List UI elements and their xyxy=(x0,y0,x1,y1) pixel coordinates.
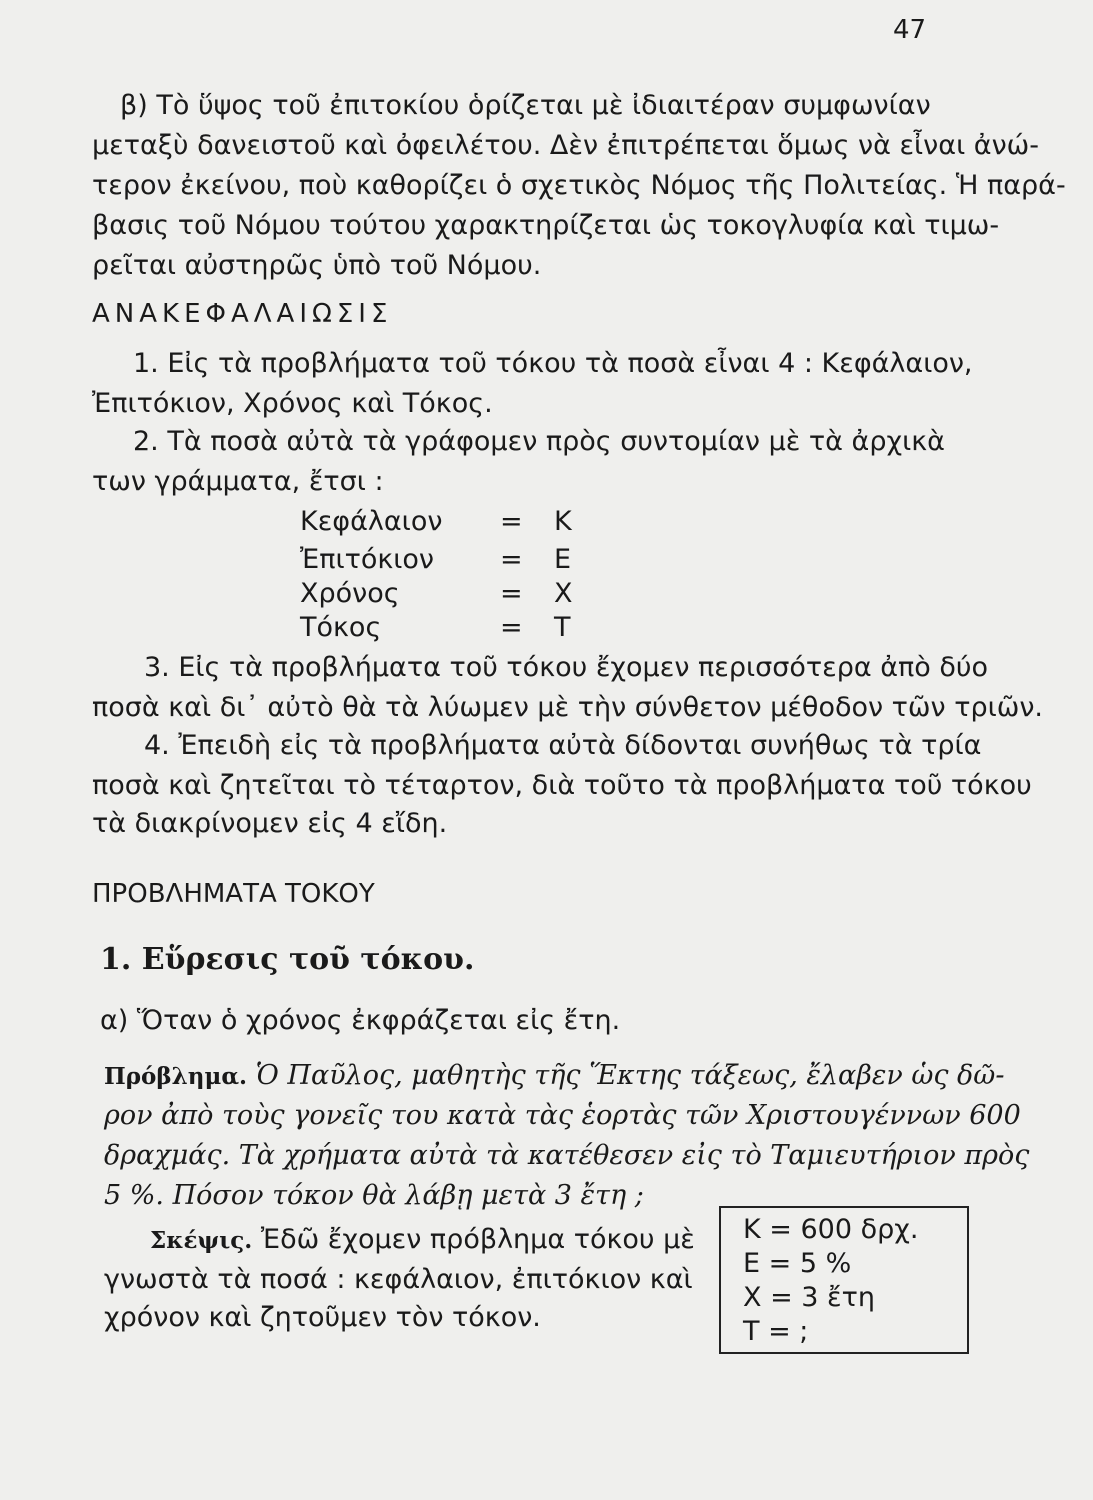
problem-line: δραχμάς. Τὰ χρήματα αὐτὰ τὰ κατέθεσεν εἰς τὸ Ταμιευτήριον πρὸς xyxy=(104,1140,1030,1171)
summary-item-4-line: τὰ διακρίνομεν εἰς 4 εἴδη. xyxy=(92,808,448,839)
thinking-line: χρόνον καὶ ζητοῦμεν τὸν τόκον. xyxy=(104,1302,541,1333)
summary-item-4-line: ποσὰ καὶ ζητεῖται τὸ τέταρτον, διὰ τοῦτο τὰ προβλήματα τοῦ τόκου xyxy=(92,770,1032,801)
definition-equals: = xyxy=(500,578,523,609)
problem-line: 5 %. Πόσον τόκον θὰ λάβῃ μετὰ 3 ἔτη ; xyxy=(104,1180,644,1211)
paragraph-b-line: βασις τοῦ Νόμου τούτου χαρακτηρίζεται ὡς τοκογλυφία καὶ τιμω- xyxy=(92,210,1000,241)
paragraph-b-line: μεταξὺ δανειστοῦ καὶ ὀφειλέτου. Δὲν ἐπιτρέπεται ὅμως νὰ εἶναι ἀνώ- xyxy=(92,130,1040,161)
given-capital: Κ = 600 δρχ. xyxy=(743,1214,919,1245)
definition-symbol: Τ xyxy=(554,612,571,643)
definition-equals: = xyxy=(500,506,523,537)
definition-equals: = xyxy=(500,544,523,575)
definition-name: Ἐπιτόκιον xyxy=(300,544,435,575)
definition-symbol: Χ xyxy=(554,578,573,609)
problem-line: ρον ἀπὸ τοὺς γονεῖς του κατὰ τὰς ἑορτὰς τῶν Χριστουγέννων 600 xyxy=(104,1100,1021,1131)
problem-line xyxy=(104,1060,1004,1093)
thinking-label: Σκέψις. xyxy=(150,1227,253,1254)
problem-text: Ὁ Παῦλος, μαθητὴς τῆς Ἕκτης τάξεως, ἔλαβεν ὡς δῶ- xyxy=(255,1060,1005,1091)
given-interest: Τ = ; xyxy=(743,1316,809,1347)
problems-heading: ΠΡΟΒΛΗΜΑΤΑ ΤΟΚΟΥ xyxy=(92,879,375,909)
definition-name: Χρόνος xyxy=(300,578,400,609)
definition-name: Τόκος xyxy=(300,612,382,643)
paragraph-b-line: τερον ἐκείνου, ποὺ καθορίζει ὁ σχετικὸς Νόμος τῆς Πολιτείας. Ἡ παρά- xyxy=(92,170,1066,201)
summary-item-1-line: Ἐπιτόκιον, Χρόνος καὶ Τόκος. xyxy=(92,388,493,419)
given-time: Χ = 3 ἔτη xyxy=(743,1282,876,1313)
summary-item-2-line: των γράμματα, ἔτσι : xyxy=(92,466,384,497)
section-title: 1. Εὕρεσις τοῦ τόκου. xyxy=(100,942,475,977)
thinking-text: Ἐδῶ ἔχομεν πρόβλημα τόκου μὲ xyxy=(260,1224,695,1255)
summary-item-2-line: 2. Τὰ ποσὰ αὐτὰ τὰ γράφομεν πρὸς συντομίαν μὲ τὰ ἀρχικὰ xyxy=(133,426,945,457)
given-rate: Ε = 5 % xyxy=(743,1248,852,1279)
problem-label: Πρόβλημα. xyxy=(104,1063,248,1090)
summary-item-4-line: 4. Ἐπειδὴ εἰς τὰ προβλήματα αὐτὰ δίδονται συνήθως τὰ τρία xyxy=(144,730,982,761)
definition-symbol: Ε xyxy=(554,544,572,575)
definition-equals: = xyxy=(500,612,523,643)
definition-name: Κεφάλαιον xyxy=(300,506,443,537)
thinking-line xyxy=(150,1224,695,1257)
thinking-line: γνωστὰ τὰ ποσά : κεφάλαιον, ἐπιτόκιον καὶ xyxy=(104,1264,693,1295)
paragraph-b-line: β) Τὸ ὕψος τοῦ ἐπιτοκίου ὁρίζεται μὲ ἰδιαιτέραν συμφωνίαν xyxy=(120,90,931,121)
page-number: 47 xyxy=(893,15,927,45)
summary-item-3-line: 3. Εἰς τὰ προβλήματα τοῦ τόκου ἔχομεν περισσότερα ἀπὸ δύο xyxy=(144,652,989,683)
paragraph-b-line: ρεῖται αὐστηρῶς ὑπὸ τοῦ Νόμου. xyxy=(92,250,542,281)
definition-symbol: Κ xyxy=(554,506,572,537)
summary-item-1-line: 1. Εἰς τὰ προβλήματα τοῦ τόκου τὰ ποσὰ εἶναι 4 : Κεφάλαιον, xyxy=(133,348,973,379)
summary-heading: ΑΝΑΚΕΦΑΛΑΙΩΣΙΣ xyxy=(92,299,393,329)
givens-box xyxy=(719,1206,969,1354)
summary-item-3-line: ποσὰ καὶ δι᾿ αὐτὸ θὰ τὰ λύωμεν μὲ τὴν σύνθετον μέθοδον τῶν τριῶν. xyxy=(92,692,1043,723)
case-a-heading: α) Ὅταν ὁ χρόνος ἐκφράζεται εἰς ἔτη. xyxy=(100,1005,621,1036)
